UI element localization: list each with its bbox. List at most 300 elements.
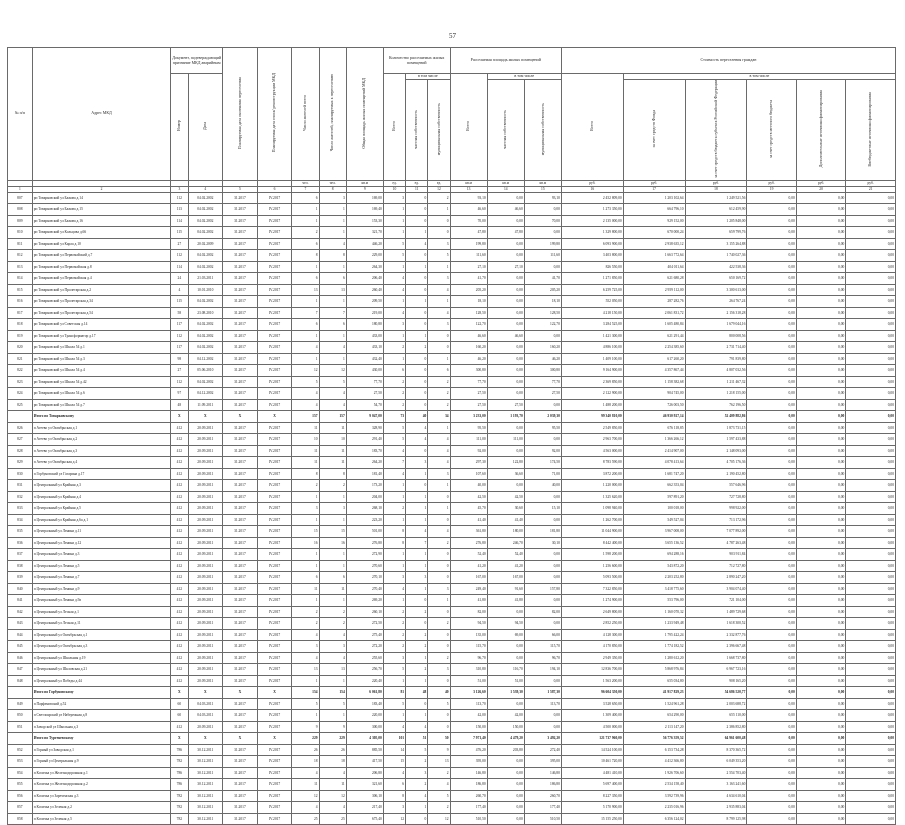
table-cell: 0,00 — [747, 526, 796, 538]
table-cell: 0 — [406, 319, 428, 331]
table-cell: 820 — [8, 342, 33, 354]
table-cell: 31.2017 — [223, 560, 258, 572]
table-cell: 510,50 — [524, 813, 561, 825]
table-cell: 929 152,00 — [623, 215, 685, 227]
table-cell: 20.09.2011 — [188, 457, 223, 469]
table-cell: 412 — [171, 503, 188, 515]
table-cell: 3 — [383, 319, 405, 331]
table-cell: 2 890 247,20 — [685, 572, 747, 584]
table-cell: 287 282,76 — [623, 296, 685, 308]
table-cell: 20.09.2011 — [188, 491, 223, 503]
table-cell: 81 — [383, 687, 405, 699]
table-cell: 412 — [171, 514, 188, 526]
table-cell: 0,00 — [796, 204, 845, 216]
table-cell: 0,00 — [487, 353, 524, 365]
table-cell: 91,60 — [487, 583, 524, 595]
table-cell: 82,00 — [450, 606, 487, 618]
table-cell: 0 — [406, 813, 428, 825]
table-row — [8, 376, 896, 388]
table-cell: 3 967 008,00 — [623, 526, 685, 538]
table-cell: 0,00 — [747, 641, 796, 653]
table-cell: 2 003 688,72 — [685, 698, 747, 710]
table-cell: 264,20 — [346, 457, 383, 469]
table-cell: 0,00 — [846, 330, 896, 342]
table-cell: 203,80 — [487, 744, 524, 756]
table-cell: 6 061,80 — [346, 687, 383, 699]
table-cell: 2 935 883,04 — [685, 802, 747, 814]
table-cell: 0,00 — [846, 767, 896, 779]
table-cell: 11 — [319, 583, 346, 595]
table-cell: 0,00 — [487, 445, 524, 457]
table-cell — [8, 733, 33, 745]
table-cell: 1 — [319, 710, 346, 722]
table-cell: 5 — [406, 744, 428, 756]
table-cell: 1 — [428, 204, 450, 216]
table-cell: 5 — [292, 698, 319, 710]
header-doc-date: Дата — [188, 74, 223, 181]
table-cell: 1 325 620,00 — [561, 491, 623, 503]
table-cell: 0,00 — [487, 480, 524, 492]
table-cell: 4 — [383, 273, 405, 285]
table-cell: 205,20 — [450, 284, 487, 296]
table-cell: 0,00 — [846, 376, 896, 388]
table-cell: 31.2017 — [223, 261, 258, 273]
table-cell: п Центральный ул Ленина д.5 — [32, 560, 170, 572]
table-cell: 186,80 — [524, 779, 561, 791]
table-cell: 321,70 — [346, 227, 383, 239]
table-cell: IV.2017 — [257, 227, 292, 239]
table-cell: 4 886 100,00 — [561, 342, 623, 354]
table-cell: 52 409 882,86 — [685, 411, 747, 423]
table-cell: 848 — [8, 675, 33, 687]
table-cell: 0,00 — [524, 572, 561, 584]
table-cell: 815 — [8, 284, 33, 296]
table-cell: 9 — [292, 721, 319, 733]
table-cell: 0,00 — [796, 664, 845, 676]
table-cell: 2 — [383, 618, 405, 630]
table-cell: 1 — [383, 491, 405, 503]
table-cell: 20.09.2011 — [188, 468, 223, 480]
table-cell: 1 — [319, 595, 346, 607]
table-cell: IV.2017 — [257, 192, 292, 204]
table-cell: 04.02.2002 — [188, 192, 223, 204]
table-cell: 1 220 000,00 — [561, 480, 623, 492]
table-cell: 1 274 900,00 — [561, 595, 623, 607]
table-cell: 0,00 — [846, 204, 896, 216]
table-cell: 2 — [428, 767, 450, 779]
table-cell: 476,20 — [450, 744, 487, 756]
table-cell: 0,00 — [796, 687, 845, 699]
table-cell: 0,00 — [487, 779, 524, 791]
table-cell: 0,00 — [846, 560, 896, 572]
table-cell: 1 — [292, 330, 319, 342]
table-row — [8, 514, 896, 526]
table-cell: п Косичка ул Зеленая д.5 — [32, 813, 170, 825]
table-cell: 31.2017 — [223, 192, 258, 204]
table-cell: рп Товарковский ул Карла д.10 — [32, 238, 170, 250]
table-cell: 20.09.2011 — [188, 537, 223, 549]
table-cell: 2 — [406, 606, 428, 618]
table-cell: 501,00 — [346, 526, 383, 538]
table-cell: 782 — [171, 802, 188, 814]
table-cell: 260,10 — [346, 606, 383, 618]
table-cell: 1 — [406, 560, 428, 572]
table-cell: 20.02.2009 — [188, 238, 223, 250]
table-row — [8, 537, 896, 549]
table-cell: 1 — [319, 549, 346, 561]
table-cell: 836 — [8, 537, 33, 549]
table-cell: 0,00 — [524, 721, 561, 733]
table-cell: 1 262 700,00 — [561, 514, 623, 526]
table-cell: 662 353,04 — [623, 480, 685, 492]
header-cost-other: Внебюджетные источники финансирования — [846, 80, 896, 181]
table-cell: 0,00 — [747, 250, 796, 262]
table-cell: 0,00 — [524, 227, 561, 239]
table-cell: 18,10 — [524, 296, 561, 308]
table-cell: 676 118,85 — [623, 422, 685, 434]
table-cell: 229 — [319, 733, 346, 745]
table-cell: 31.2017 — [223, 583, 258, 595]
table-cell: 0,00 — [846, 779, 896, 791]
table-cell: 721 104,00 — [685, 595, 747, 607]
table-cell: 1 — [292, 514, 319, 526]
table-cell: 1 — [406, 468, 428, 480]
table-cell: 52,40 — [487, 549, 524, 561]
table-cell: 0,00 — [747, 411, 796, 423]
table-cell: 20.09.2011 — [188, 618, 223, 630]
table-cell: 1 — [292, 595, 319, 607]
table-cell: 249,40 — [450, 583, 487, 595]
table-cell: п Центральный ул Крайняя д.5 — [32, 503, 170, 515]
table-cell: 0,00 — [796, 422, 845, 434]
table-cell: 15 — [383, 756, 405, 768]
table-cell: X — [188, 687, 223, 699]
table-cell: 0,00 — [846, 399, 896, 411]
table-cell: 41,80 — [450, 595, 487, 607]
table-cell: 1 618 300,52 — [685, 618, 747, 630]
table-cell: IV.2017 — [257, 744, 292, 756]
table-cell: 0,00 — [796, 560, 845, 572]
table-cell: X — [257, 411, 292, 423]
table-cell: 160,20 — [450, 342, 487, 354]
table-cell: IV.2017 — [257, 652, 292, 664]
table-cell: 0,00 — [796, 779, 845, 791]
table-cell: 199,80 — [450, 238, 487, 250]
table-cell: 31.2017 — [223, 698, 258, 710]
table-cell: 30.12.2011 — [188, 779, 223, 791]
table-cell: 0 — [428, 710, 450, 722]
header-cost-local: за счет средств местного бюджета — [747, 80, 796, 181]
table-cell: 830 — [8, 468, 33, 480]
table-cell: 1 233 949,48 — [623, 618, 685, 630]
table-cell: 903 911,84 — [685, 549, 747, 561]
table-cell: 174,50 — [524, 457, 561, 469]
table-cell: 1 — [406, 296, 428, 308]
table-cell: 847 — [8, 664, 33, 676]
table-cell: IV.2017 — [257, 215, 292, 227]
table-cell: 0,00 — [487, 698, 524, 710]
table-row — [8, 549, 896, 561]
table-cell: 12 — [292, 365, 319, 377]
table-cell: 0 — [428, 572, 450, 584]
table-cell: 27,50 — [346, 388, 383, 400]
table-cell: 31.2017 — [223, 767, 258, 779]
header-rooms-municipal: муниципальная собственность — [428, 80, 450, 181]
table-cell: 8 — [292, 468, 319, 480]
table-cell: 98 — [171, 353, 188, 365]
table-cell: 597 891,20 — [623, 491, 685, 503]
table-cell: 2 039,30 — [524, 411, 561, 423]
table-cell: 6 — [319, 273, 346, 285]
table-cell: 1 — [406, 330, 428, 342]
table-cell: 300,80 — [450, 365, 487, 377]
table-cell: 1 — [383, 330, 405, 342]
table-cell: 7 — [383, 457, 405, 469]
table-cell: 46 930 927,14 — [623, 411, 685, 423]
table-cell: 2 — [406, 756, 428, 768]
table-cell: рп Товарковский ул Пролетарская д.2 — [32, 284, 170, 296]
table-cell: 0,00 — [747, 503, 796, 515]
table-cell: IV.2017 — [257, 204, 292, 216]
table-cell: 1 — [319, 353, 346, 365]
header-rooms-including: в том числе — [406, 74, 451, 80]
table-cell: 412 — [171, 549, 188, 561]
table-cell: 2 959 112,00 — [623, 284, 685, 296]
table-cell: 20.09.2011 — [188, 572, 223, 584]
table-cell: 2 — [292, 606, 319, 618]
table-cell: 0,00 — [747, 537, 796, 549]
table-cell: рп Товарковский ул Первомайский д.7 — [32, 250, 170, 262]
table-cell: 31.2017 — [223, 399, 258, 411]
table-cell: 199,80 — [524, 238, 561, 250]
table-cell: 31.2017 — [223, 342, 258, 354]
table-cell: 6 — [292, 273, 319, 285]
table-cell: 0,00 — [487, 376, 524, 388]
table-cell: 8 227 350,00 — [561, 790, 623, 802]
table-cell: IV.2017 — [257, 342, 292, 354]
column-number-cell: 14 — [487, 186, 524, 192]
table-cell: 8 — [292, 250, 319, 262]
table-cell: 4 — [319, 802, 346, 814]
table-cell: 2 — [383, 503, 405, 515]
unit-cell: руб. — [685, 180, 747, 186]
table-cell: 814 — [8, 273, 33, 285]
table-cell: 838 — [8, 560, 33, 572]
subtotal-row — [8, 687, 896, 699]
table-cell: 51,00 — [450, 675, 487, 687]
table-cell: 31.2017 — [223, 514, 258, 526]
table-cell: IV.2017 — [257, 549, 292, 561]
header-cost-fund: за счет средств Фонда — [623, 80, 685, 181]
table-cell: 56 776 359,52 — [623, 733, 685, 745]
table-cell: рп Товарковский ул Первомайская д.4 — [32, 273, 170, 285]
table-cell: 2 649 800,00 — [561, 606, 623, 618]
table-cell: 0,00 — [524, 204, 561, 216]
table-cell: 12 — [428, 813, 450, 825]
column-number-cell: 9 — [346, 186, 383, 192]
column-number-cell: 18 — [685, 186, 747, 192]
table-cell: 1 — [319, 514, 346, 526]
table-cell: 0,00 — [796, 330, 845, 342]
table-cell: 0 — [428, 675, 450, 687]
table-cell: 3 592 739,96 — [623, 790, 685, 802]
table-cell: 310,80 — [450, 664, 487, 676]
table-cell: 48 — [406, 687, 428, 699]
table-cell: 2 — [383, 641, 405, 653]
table-cell: 3 163 241,60 — [685, 779, 747, 791]
table-cell: 260,70 — [450, 790, 487, 802]
table-cell: 2 554 703,40 — [685, 767, 747, 779]
table-cell: 0,00 — [846, 549, 896, 561]
table-row — [8, 641, 896, 653]
table-cell: 112 — [171, 192, 188, 204]
table-cell: 5 697 400,00 — [561, 779, 623, 791]
table-cell: 92,00 — [524, 445, 561, 457]
table-cell: 95,50 — [524, 422, 561, 434]
table-cell: 828 — [8, 445, 33, 457]
table-cell: 0 — [406, 250, 428, 262]
table-cell: 100 018,00 — [623, 503, 685, 515]
table-cell: 111,60 — [450, 250, 487, 262]
table-cell: 27,10 — [487, 261, 524, 273]
column-number-cell: 6 — [257, 186, 292, 192]
table-cell: 782 — [171, 790, 188, 802]
table-cell: 128,50 — [450, 307, 487, 319]
table-cell: 856 — [8, 790, 33, 802]
table-cell: 0,00 — [524, 261, 561, 273]
table-cell: 18,10 — [450, 296, 487, 308]
table-cell: 69,00 — [487, 629, 524, 641]
table-cell: 0,00 — [846, 468, 896, 480]
table-cell: 2 190 452,80 — [685, 468, 747, 480]
table-row — [8, 215, 896, 227]
table-cell: 885,50 — [346, 744, 383, 756]
table-cell: 0,00 — [846, 353, 896, 365]
table-cell: 617 260,20 — [623, 353, 685, 365]
table-cell: 1 193,70 — [487, 411, 524, 423]
table-cell: 5 — [383, 250, 405, 262]
table-cell: 4 — [406, 526, 428, 538]
table-cell: 0,00 — [747, 215, 796, 227]
table-cell: 4 — [406, 422, 428, 434]
table-cell: 31.2017 — [223, 445, 258, 457]
table-cell: 25 — [292, 813, 319, 825]
table-row — [8, 238, 896, 250]
table-cell: 6 049 353,20 — [685, 756, 747, 768]
table-cell: 270,60 — [346, 560, 383, 572]
table-cell: IV.2017 — [257, 307, 292, 319]
table-cell: 0,00 — [796, 710, 845, 722]
table-cell: 10 461 720,00 — [561, 756, 623, 768]
table-cell: 0,00 — [796, 629, 845, 641]
table-cell: 0,00 — [796, 618, 845, 630]
table-cell: 4 — [383, 721, 405, 733]
table-cell: 6 — [319, 572, 346, 584]
column-number-cell: 2 — [32, 186, 170, 192]
table-cell: 0,00 — [796, 583, 845, 595]
table-cell: 412 — [171, 491, 188, 503]
table-cell: 27 — [171, 365, 188, 377]
table-cell: 3 — [428, 273, 450, 285]
table-cell: 5 — [428, 250, 450, 262]
table-cell: 14 — [383, 744, 405, 756]
table-cell: 0 — [428, 330, 450, 342]
header-total-area: Общая площадь жилых помещений МКД — [346, 48, 383, 181]
table-cell: 433,00 — [346, 330, 383, 342]
table-cell: 1 271 850,00 — [561, 273, 623, 285]
table-cell: 24 — [171, 273, 188, 285]
table-cell: 412 — [171, 468, 188, 480]
table-cell: 11 — [292, 583, 319, 595]
table-row — [8, 319, 896, 331]
table-cell: 0,00 — [747, 204, 796, 216]
table-cell: 1 — [383, 549, 405, 561]
table-cell: 2 — [428, 376, 450, 388]
table-cell: 7 971,40 — [450, 733, 487, 745]
table-row — [8, 445, 896, 457]
table-cell: 2 — [406, 629, 428, 641]
table-cell: 60 — [171, 698, 188, 710]
page-number: 57 — [449, 32, 456, 40]
table-cell: 97 — [171, 388, 188, 400]
table-cell: п Центральный ул Лесная д.1 — [32, 606, 170, 618]
table-row — [8, 273, 896, 285]
table-cell: 1 — [406, 261, 428, 273]
table-cell: 0,00 — [796, 238, 845, 250]
table-cell: 2 — [292, 618, 319, 630]
table-cell: 0,00 — [846, 802, 896, 814]
table-cell: 1 — [319, 560, 346, 572]
table-cell: 177,40 — [524, 802, 561, 814]
table-cell: 4 — [428, 307, 450, 319]
table-cell: 412 — [171, 434, 188, 446]
header-doc: Документ, подтверждающий признание МКД аварийным — [171, 48, 223, 74]
table-cell: 31.2017 — [223, 721, 258, 733]
table-cell: 0,00 — [747, 790, 796, 802]
table-cell: 1 — [383, 227, 405, 239]
table-cell: 1 — [383, 480, 405, 492]
table-cell: 4 170 850,00 — [561, 641, 623, 653]
table-cell: 6 259 725,00 — [561, 284, 623, 296]
table-cell: 31.2017 — [223, 629, 258, 641]
table-cell: 0,00 — [846, 618, 896, 630]
table-cell: 412 — [171, 641, 188, 653]
table-cell: 4 — [428, 284, 450, 296]
column-number-cell: 19 — [747, 186, 796, 192]
table-cell: 4 218 150,00 — [561, 307, 623, 319]
table-cell: 612 459,90 — [685, 204, 747, 216]
table-cell: 246,70 — [487, 537, 524, 549]
table-cell: 831 — [8, 480, 33, 492]
table-cell: 1 280 612,20 — [623, 652, 685, 664]
table-cell: 0,00 — [524, 595, 561, 607]
table-cell: 0 — [406, 204, 428, 216]
table-cell: 51 — [406, 733, 428, 745]
table-cell: п Центральный ул Ленина д.9а — [32, 595, 170, 607]
table-cell: 0 — [406, 192, 428, 204]
table-cell: 1 873 731,15 — [685, 422, 747, 434]
table-cell: 0,00 — [524, 560, 561, 572]
table-cell: 0,00 — [796, 721, 845, 733]
table-cell: 31.2017 — [223, 491, 258, 503]
table-cell: 0,00 — [846, 687, 896, 699]
table-cell: 9 164 900,00 — [561, 365, 623, 377]
table-cell: IV.2017 — [257, 434, 292, 446]
table-cell: 42,50 — [450, 491, 487, 503]
table-cell: 111,00 — [450, 434, 487, 446]
table-cell: 1 — [292, 353, 319, 365]
table-cell: 0,00 — [487, 606, 524, 618]
